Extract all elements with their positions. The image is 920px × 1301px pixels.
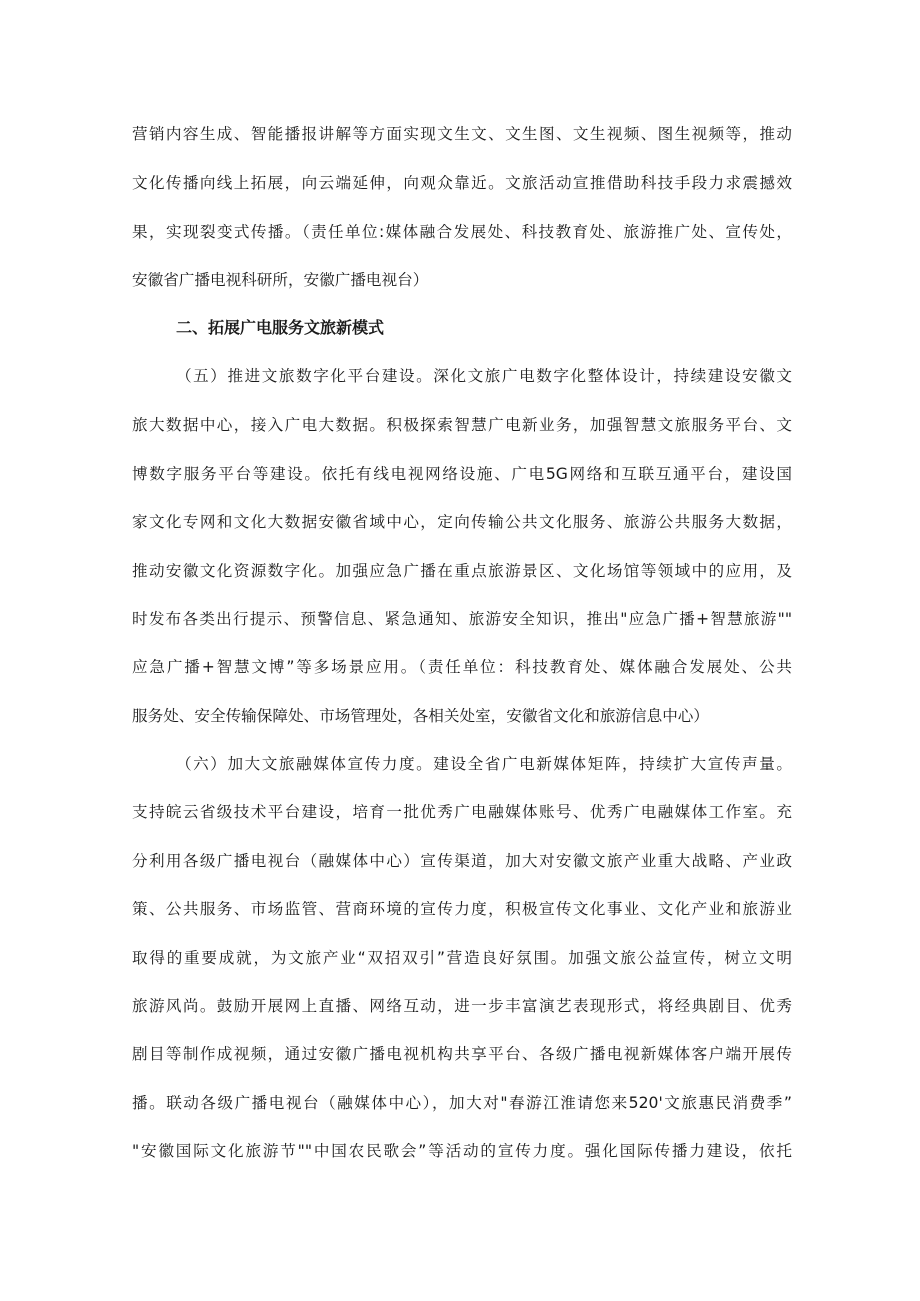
paragraph-line: 营销内容生成、智能播报讲解等方面实现文生文、文生图、文生视频、图生视频等，推动 — [132, 125, 792, 143]
paragraph-line: 剧目等制作成视频，通过安徽广播电视机构共享平台、各级广播电视新媒体客户端开展传 — [132, 1045, 792, 1063]
paragraph-line: 旅游风尚。鼓励开展网上直播、网络互动，进一步丰富演艺表现形式，将经典剧目、优秀 — [132, 997, 792, 1015]
paragraph-line: （六）加大文旅融媒体宣传力度。建设全省广电新媒体矩阵，持续扩大宣传声量。 — [176, 755, 792, 773]
paragraph-line: 应急广播+智慧文博”等多场景应用。（责任单位：科技教育处、媒体融合发展处、公共 — [132, 658, 792, 676]
paragraph-line: 分利用各级广播电视台（融媒体中心）宣传渠道，加大对安徽文旅产业重大战略、产业政 — [132, 852, 792, 870]
paragraph-line: 推动安徽文化资源数字化。加强应急广播在重点旅游景区、文化场馆等领域中的应用，及 — [132, 562, 792, 580]
paragraph-line: 取得的重要成就，为文旅产业“双招双引”营造良好氛围。加强文旅公益宣传，树立文明 — [132, 949, 792, 967]
paragraph-line: 家文化专网和文化大数据安徽省域中心，定向传输公共文化服务、旅游公共服务大数据， — [132, 513, 792, 531]
paragraph-line: 博数字服务平台等建设。依托有线电视网络设施、广电5G网络和互联互通平台，建设国 — [132, 465, 792, 483]
paragraph-line: 支持皖云省级技术平台建设，培育一批优秀广电融媒体账号、优秀广电融媒体工作室。充 — [132, 803, 792, 821]
section-heading: 二、拓展广电服务文旅新模式 — [176, 318, 385, 337]
paragraph-line: 文化传播向线上拓展，向云端延伸，向观众靠近。文旅活动宣推借助科技手段力求震撼效 — [132, 174, 792, 192]
paragraph-line: 时发布各类出行提示、预警信息、紧急通知、旅游安全知识，推出"应急广播+智慧旅游"" — [132, 610, 792, 628]
paragraph-line: 服务处、安全传输保障处、市场管理处，各相关处室，安徽省文化和旅游信息中心） — [132, 707, 709, 725]
paragraph-line: 安徽省广播电视科研所，安徽广播电视台） — [132, 271, 429, 289]
paragraph-line: 果，实现裂变式传播。（责任单位:媒体融合发展处、科技教育处、旅游推广处、宣传处， — [132, 223, 792, 241]
paragraph-line: 策、公共服务、市场监管、营商环境的宣传力度，积极宣传文化事业、文化产业和旅游业 — [132, 900, 792, 918]
paragraph-line: 旅大数据中心，接入广电大数据。积极探索智慧广电新业务，加强智慧文旅服务平台、文 — [132, 416, 792, 434]
paragraph-line: 播。联动各级广播电视台（融媒体中心），加大对"春游江淮请您来520'文旅惠民消费季” — [132, 1094, 792, 1112]
paragraph-line: （五）推进文旅数字化平台建设。深化文旅广电数字化整体设计，持续建设安徽文 — [176, 367, 792, 385]
paragraph-line: "安徽国际文化旅游节""中国农民歌会”等活动的宣传力度。强化国际传播力建设，依托 — [132, 1142, 792, 1160]
